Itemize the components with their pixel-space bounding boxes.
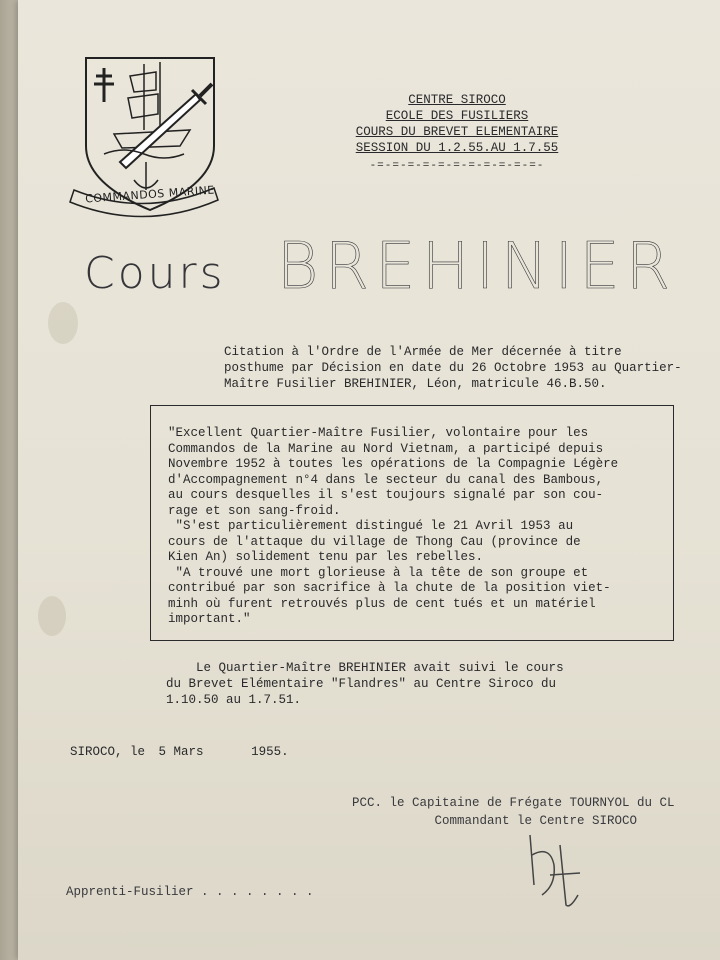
title-cours: Cours — [84, 248, 226, 299]
header-ecole: ECOLE DES FUSILIERS — [385, 109, 529, 123]
header-session: SESSION DU 1.2.55.AU 1.7.55 — [355, 141, 559, 155]
course-note: Le Quartier-Maître BREHINIER avait suivi le cours du Brevet Elémentaire "Flandres" au Centre Siroco du 1.10.50 au 1.7.51. — [166, 661, 564, 707]
page-title — [84, 230, 677, 310]
header-divider: -=-=-=-=-=-=-=-=-=-=-=- — [369, 160, 545, 172]
header-cours: COURS DU BREVET ELEMENTAIRE — [355, 125, 559, 139]
date-year: 1955. — [251, 745, 289, 759]
paper-stain — [38, 596, 66, 636]
citation-intro: Citation à l'Ordre de l'Armée de Mer décernée à titre posthume par Décision en date du 26 Octobre 1953 au Quartier- Maître Fusilier BREHINIER, Léon, matricule 46.B.50. — [224, 345, 682, 391]
crest-motto: COMMANDOS MARINE — [84, 183, 216, 206]
date-place: SIROCO, le — [70, 745, 146, 759]
signature-block: PCC. le Capitaine de Frégate TOURNYOL du CL Commandant le Centre SIROCO — [352, 796, 675, 828]
title-name: BREHINIER — [276, 230, 677, 304]
date-day-month: 5 Mars — [158, 745, 204, 759]
paper-stain — [48, 302, 78, 344]
document-header — [332, 92, 582, 174]
apprenti-fusilier-line: Apprenti-Fusilier . . . . . . . . — [66, 885, 314, 899]
citation-text: "Excellent Quartier-Maître Fusilier, volontaire pour les Commandos de la Marine au Nord Vietnam, a participé depuis Novembre 1952 à toutes les opérations de la Compagnie Légère d'Accompagnement n°4 dans le secteur du canal des Bambous, au cours desquelles il s'est toujours signalé par son cou- rage et son sang-froid. "S'est particulièrement distingué le 21 Avril 1953 au cours de l'attaque du village de Thong Cau (province de Kien An) solidement tenu par les rebelles. "A trouvé une mort glorieuse à la tête de son groupe et contribué par son sacrifice à la chute de la position viet- minh où furent retrouvés plus de cent tués et un matériel important." — [168, 426, 619, 626]
date-line — [70, 745, 295, 759]
header-centre: CENTRE SIROCO — [408, 93, 506, 107]
handwritten-signature — [520, 825, 590, 915]
